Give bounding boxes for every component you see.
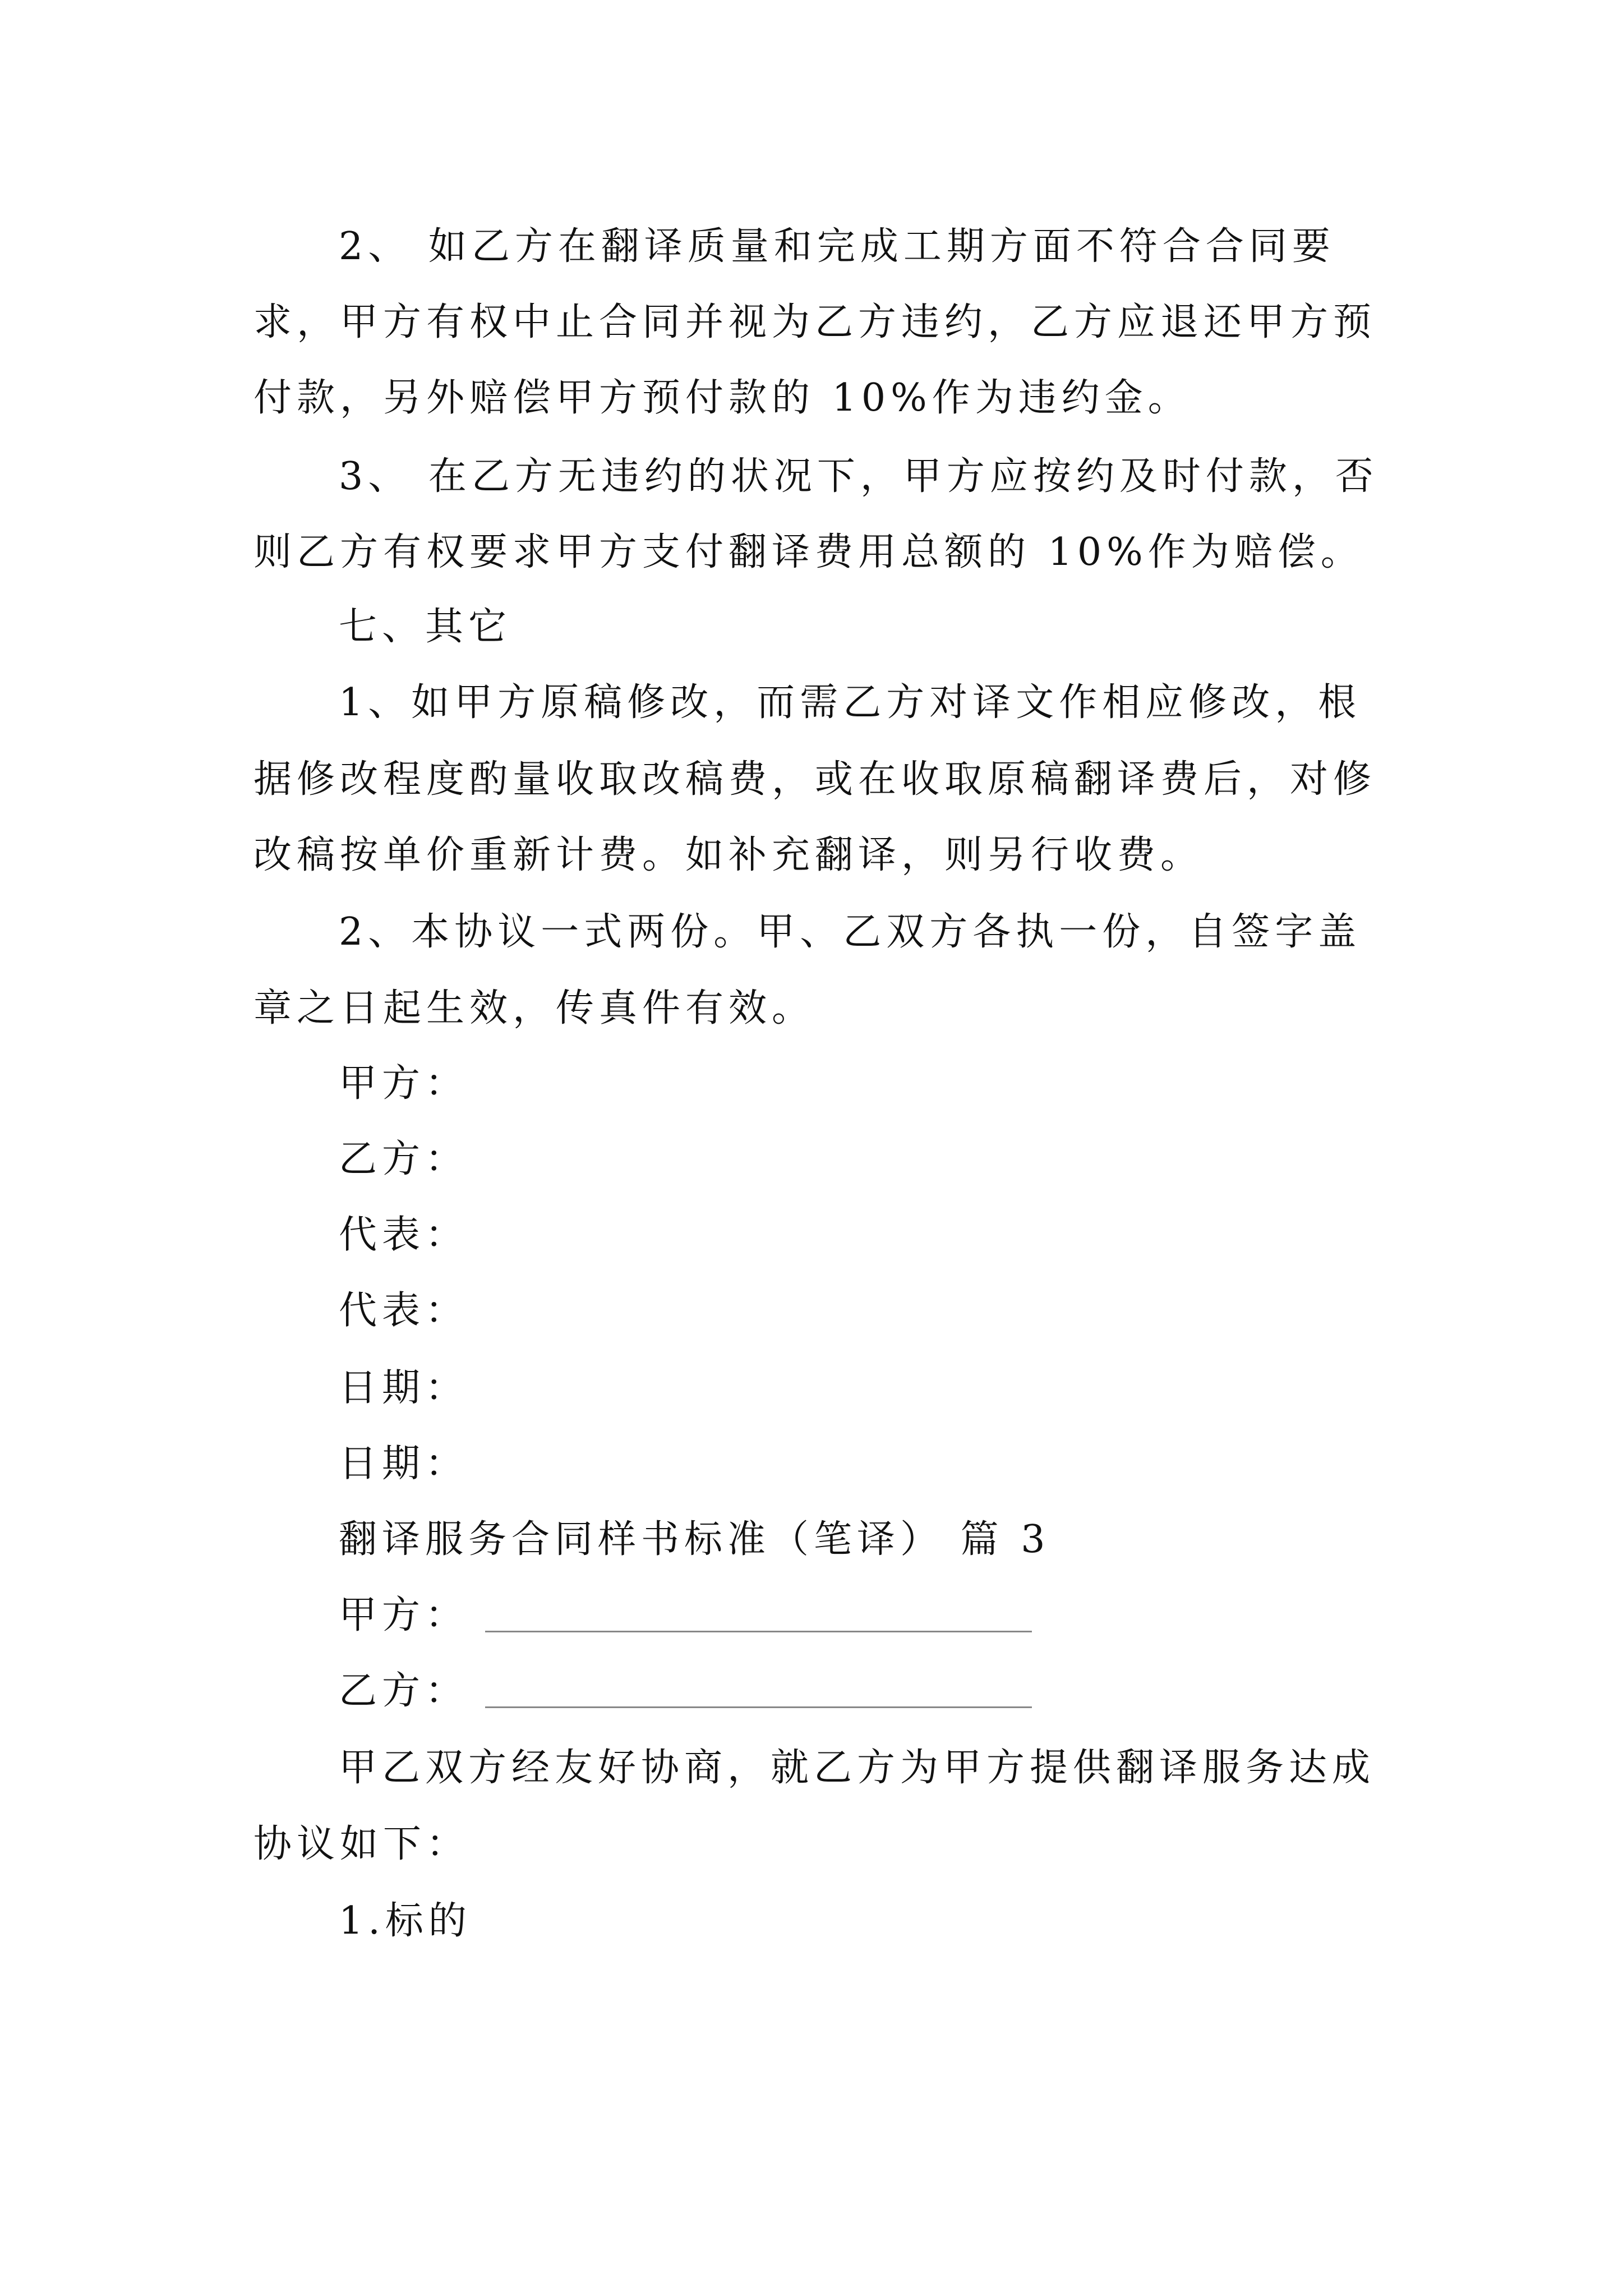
party-a-field [339, 1593, 1032, 1638]
paragraph-line: 章之日起生效，传真件有效。 [253, 986, 815, 1030]
paragraph-line: 据修改程度酌量收取改稿费，或在收取原稿翻译费后，对修 [253, 757, 1377, 802]
signature-label-representative: 代表： [339, 1289, 469, 1333]
paragraph-line: 改稿按单价重新计费。如补充翻译，则另行收费。 [253, 833, 1204, 877]
signature-label-date: 日期： [339, 1442, 469, 1486]
signature-label-party-a: 甲方： [339, 1061, 469, 1106]
party-b-blank-line [485, 1706, 1032, 1708]
paragraph-line: 1、如甲方原稿修改，而需乙方对译文作相应修改，根 [339, 680, 1362, 725]
paragraph-line: 付款，另外赔偿甲方预付款的 10%作为违约金。 [253, 376, 1191, 420]
paragraph-line: 2、本协议一式两份。甲、乙双方各执一份，自签字盖 [339, 910, 1362, 954]
section-heading: 七、其它 [339, 605, 512, 649]
paragraph-line: 求，甲方有权中止合同并视为乙方违约，乙方应退还甲方预 [253, 300, 1377, 344]
signature-label-representative: 代表： [339, 1213, 469, 1257]
paragraph-line: 3、 在乙方无违约的状况下，甲方应按约及时付款，否 [339, 454, 1378, 499]
party-b-label: 乙方： [339, 1669, 469, 1713]
party-a-blank-line [485, 1631, 1032, 1632]
paragraph-line: 2、 如乙方在翻译质量和完成工期方面不符合合同要 [339, 224, 1335, 269]
item-heading: 1.标的 [339, 1899, 472, 1943]
party-b-field [339, 1669, 1032, 1714]
party-a-label: 甲方： [339, 1593, 469, 1637]
contract-title: 翻译服务合同样书标准（笔译） 篇 3 [339, 1517, 1050, 1562]
paragraph-line: 协议如下： [253, 1822, 470, 1866]
paragraph-line: 甲乙双方经友好协商，就乙方为甲方提供翻译服务达成 [339, 1746, 1376, 1790]
paragraph-line: 则乙方有权要求甲方支付翻译费用总额的 10%作为赔偿。 [253, 530, 1364, 574]
signature-label-date: 日期： [339, 1366, 469, 1410]
signature-label-party-b: 乙方： [339, 1137, 469, 1181]
